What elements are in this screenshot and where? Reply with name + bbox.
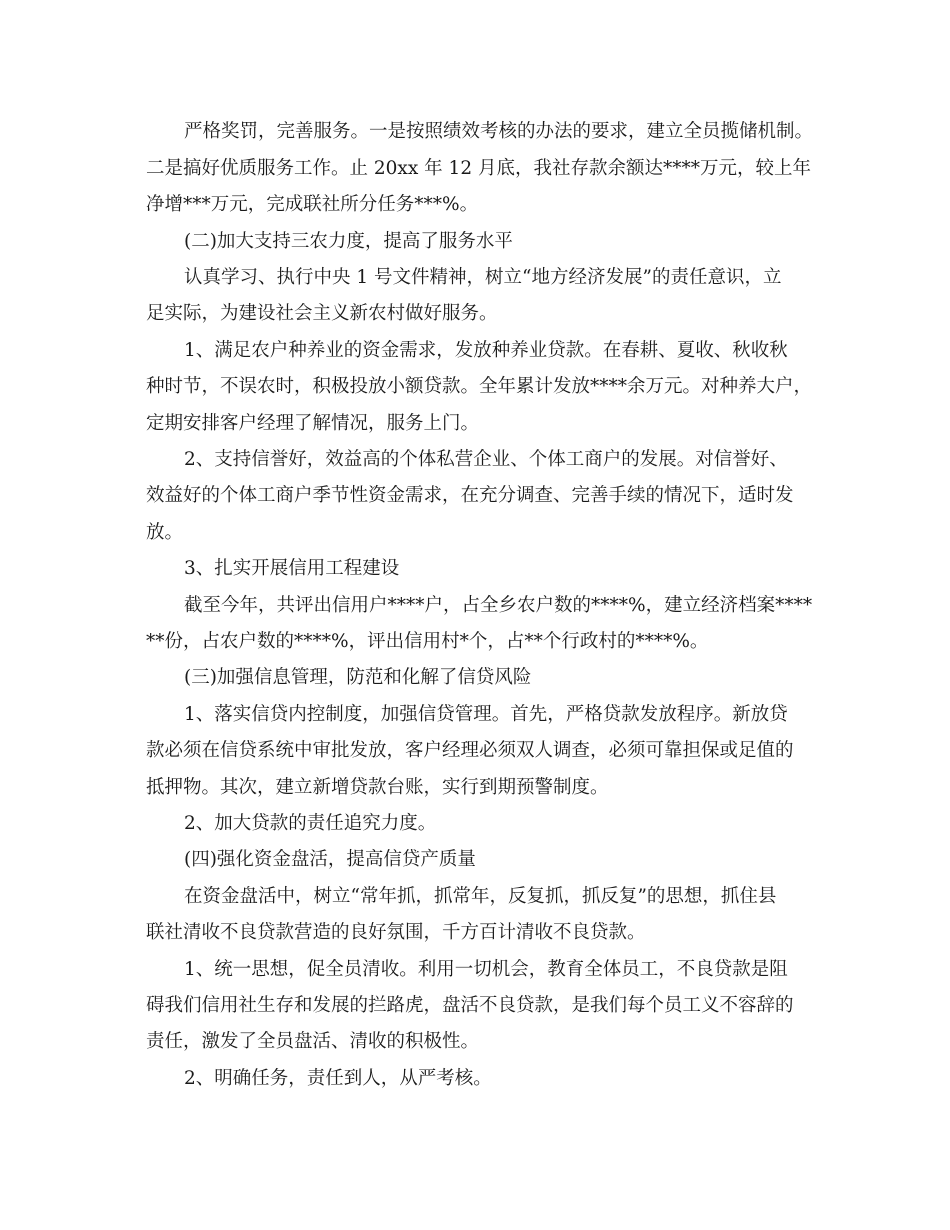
section-heading: (四)强化资金盘活，提高信贷产质量 <box>184 849 476 870</box>
text-line: 抵押物。其次，建立新增贷款台账，实行到期预警制度。 <box>146 777 609 798</box>
text-line: 2、加大贷款的责任追究力度。 <box>184 813 437 834</box>
text-line: 放。 <box>146 522 184 543</box>
text-line: 种时节，不误农时，积极投放小额贷款。全年累计发放****余万元。对种养大户， <box>146 376 813 397</box>
text-line: 二是搞好优质服务工作。止 20xx 年 12 月底，我社存款余额达****万元，较上年 <box>146 158 811 179</box>
text-line: 1、落实信贷内控制度，加强信贷管理。首先，严格贷款发放程序。新放贷 <box>184 704 788 725</box>
text-line: 2、支持信誉好，效益高的个体私营企业、个体工商户的发展。对信誉好、 <box>184 449 788 470</box>
text-line: 碍我们信用社生存和发展的拦路虎，盘活不良贷款，是我们每个员工义不容辞的 <box>146 995 794 1016</box>
text-line: 效益好的个体工商户季节性资金需求，在充分调查、完善手续的情况下，适时发 <box>146 485 794 506</box>
text-line: 认真学习、执行中央 1 号文件精神，树立“地方经济发展”的责任意识，立 <box>184 267 782 288</box>
text-line: 严格奖罚，完善服务。一是按照绩效考核的办法的要求，建立全员揽储机制。 <box>184 121 814 142</box>
section-heading: (二)加大支持三农力度，提高了服务水平 <box>184 231 513 252</box>
text-line: 款必须在信贷系统中审批发放，客户经理必须双人调查，必须可靠担保或足值的 <box>146 740 794 761</box>
text-line: 联社清收不良贷款营造的良好氛围，千方百计清收不良贷款。 <box>146 922 646 943</box>
text-line: 1、统一思想，促全员清收。利用一切机会，教育全体员工，不良贷款是阻 <box>184 959 788 980</box>
text-line: **份，占农户数的****%，评出信用村*个，占**个行政村的****%。 <box>146 631 709 652</box>
text-line: 定期安排客户经理了解情况，服务上门。 <box>146 413 480 434</box>
text-line: 截至今年，共评出信用户****户，占全乡农户数的****%，建立经济档案**** <box>184 595 813 616</box>
text-line: 3、扎实开展信用工程建设 <box>184 558 400 579</box>
text-line: 足实际，为建设社会主义新农村做好服务。 <box>146 303 498 324</box>
text-line: 2、明确任务，责任到人，从严考核。 <box>184 1068 492 1089</box>
text-line: 责任，激发了全员盘活、清收的积极性。 <box>146 1031 480 1052</box>
text-line: 在资金盘活中，树立“常年抓，抓常年，反复抓，抓反复”的思想，抓住县 <box>184 886 777 907</box>
section-heading: (三)加强信息管理，防范和化解了信贷风险 <box>184 667 532 688</box>
text-line: 净增***万元，完成联社所分任务***%。 <box>146 194 479 215</box>
text-line: 1、满足农户种养业的资金需求，发放种养业贷款。在春耕、夏收、秋收秋 <box>184 340 788 361</box>
